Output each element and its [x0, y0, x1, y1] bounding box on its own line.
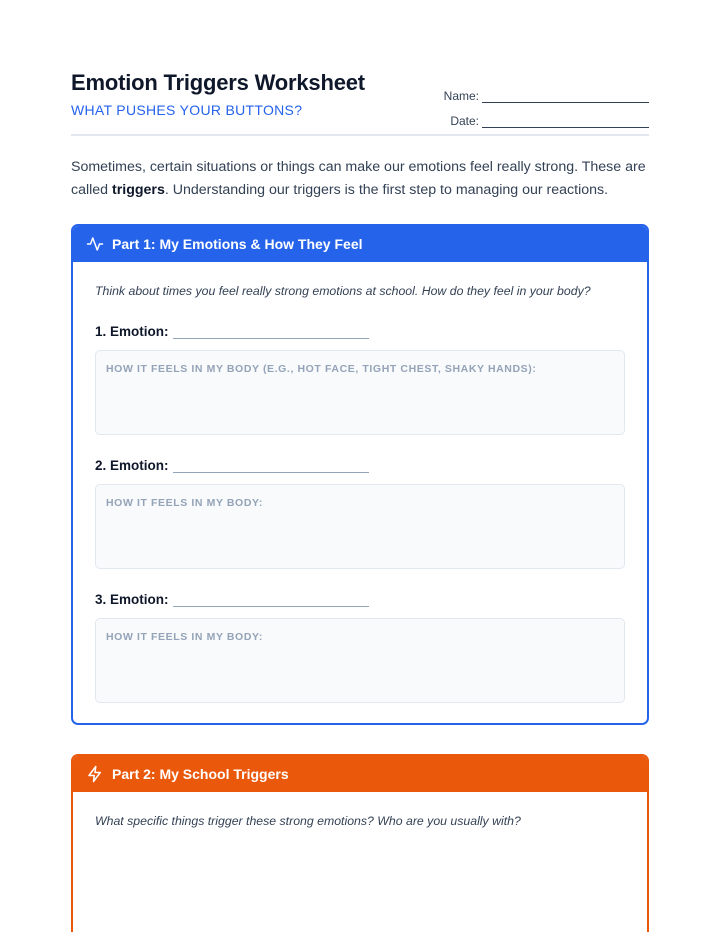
emotion-1-box-label: HOW IT FEELS IN MY BODY (E.G., HOT FACE, TIGHT CHEST, SHAKY HANDS):: [106, 363, 537, 375]
part1-title: Part 1: My Emotions & How They Feel: [112, 236, 363, 252]
emotion-1-blank[interactable]: [173, 327, 369, 339]
name-row: [444, 78, 649, 103]
name-label: Name:: [443, 89, 479, 103]
page-title: Emotion Triggers Worksheet: [71, 70, 365, 95]
part2-title: Part 2: My School Triggers: [112, 766, 289, 782]
page-subtitle: WHAT PUSHES YOUR BUTTONS?: [71, 102, 303, 118]
lightning-icon: [86, 765, 104, 783]
part2-section: [71, 754, 649, 932]
emotion-1-label-text: 1. Emotion:: [95, 324, 169, 339]
part2-prompt: What specific things trigger these strong emotions? Who are you usually with?: [95, 814, 521, 828]
emotion-2-box-label: HOW IT FEELS IN MY BODY:: [106, 497, 263, 509]
emotion-2-blank[interactable]: [173, 461, 369, 473]
part2-header: [73, 756, 647, 792]
emotion-2-label: [95, 458, 369, 473]
emotion-1-body-box[interactable]: [95, 350, 625, 435]
intro-text-end: . Understanding our triggers is the first step to managing our reactions.: [164, 182, 609, 198]
date-blank[interactable]: [482, 116, 649, 128]
date-row: [444, 103, 649, 128]
intro-bold-term: triggers: [112, 182, 165, 198]
emotion-3-blank[interactable]: [173, 595, 369, 607]
emotion-3-body-box[interactable]: [95, 618, 625, 703]
part1-header: [73, 226, 647, 262]
emotion-2-body-box[interactable]: [95, 484, 625, 569]
intro-text-start: Sometimes, certain situations or things can make our emotions feel really strong. These are called: [71, 159, 646, 198]
part1-prompt: Think about times you feel really strong emotions at school. How do they feel in your body?: [95, 284, 591, 298]
emotion-3-box-label: HOW IT FEELS IN MY BODY:: [106, 631, 263, 643]
emotion-1-label: [95, 324, 369, 339]
worksheet-header: [71, 70, 649, 136]
emotion-3-label: [95, 592, 369, 607]
activity-icon: [86, 235, 104, 253]
intro-paragraph: [71, 156, 649, 202]
emotion-3-label-text: 3. Emotion:: [95, 592, 169, 607]
name-blank[interactable]: [482, 91, 649, 103]
emotion-2-label-text: 2. Emotion:: [95, 458, 169, 473]
name-date-fields: [444, 78, 649, 128]
date-label: Date:: [450, 114, 479, 128]
part1-section: [71, 224, 649, 725]
